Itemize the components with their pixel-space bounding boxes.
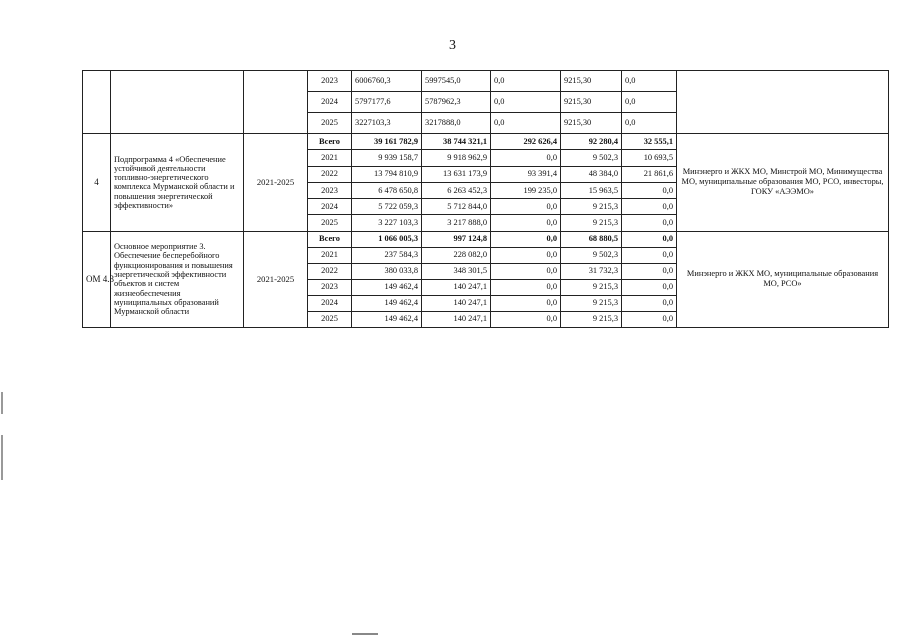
responsible-executors: Минэнерго и ЖКХ МО, муниципальные образования МО, РСО» [677,231,889,327]
value-cell: 0,0 [622,279,677,295]
value-cell: 9 502,3 [561,247,622,263]
value-cell: 0,0 [491,113,561,134]
value-cell: 199 235,0 [491,182,561,198]
value-cell: 140 247,1 [422,279,491,295]
value-cell: 3217888,0 [422,113,491,134]
value-cell: 0,0 [491,295,561,311]
year-cell: 2023 [308,279,352,295]
value-cell: 0,0 [491,311,561,327]
value-cell: 237 584,3 [352,247,422,263]
value-cell: 149 462,4 [352,279,422,295]
value-cell: 3 227 103,3 [352,215,422,231]
period: 2021-2025 [244,231,308,327]
value-cell: 0,0 [622,295,677,311]
value-cell: 0,0 [491,150,561,166]
value-cell: 9 215,3 [561,279,622,295]
value-cell: 0,0 [491,231,561,247]
page-number: 3 [449,38,456,53]
value-cell: 6 478 650,8 [352,182,422,198]
value-cell: 0,0 [491,263,561,279]
value-cell: 9215,30 [561,92,622,113]
value-cell: 9 215,3 [561,311,622,327]
year-cell: 2025 [308,113,352,134]
value-cell: 9 939 158,7 [352,150,422,166]
value-cell: 13 794 810,9 [352,166,422,182]
value-cell: 0,0 [491,279,561,295]
scan-edge-mark [1,392,3,414]
scan-bottom-mark [352,633,378,635]
value-cell: 5797177,6 [352,92,422,113]
year-cell: 2024 [308,295,352,311]
value-cell: 0,0 [622,247,677,263]
value-cell: 0,0 [622,263,677,279]
value-cell: 380 033,8 [352,263,422,279]
row-number: ОМ 4.3 [83,231,111,327]
value-cell: 93 391,4 [491,166,561,182]
value-cell: 9 215,3 [561,215,622,231]
table-row [83,134,889,150]
value-cell: 92 280,4 [561,134,622,150]
value-cell: 0,0 [622,182,677,198]
value-cell: 0,0 [622,113,677,134]
year-cell: Всего [308,134,352,150]
year-cell: 2023 [308,182,352,198]
value-cell: 6006760,3 [352,71,422,92]
value-cell: 348 301,5 [422,263,491,279]
year-cell: 2025 [308,215,352,231]
value-cell: 9215,30 [561,113,622,134]
row-number: 4 [83,134,111,232]
value-cell: 1 066 005,3 [352,231,422,247]
value-cell: 0,0 [491,92,561,113]
year-cell: 2025 [308,311,352,327]
value-cell: 21 861,6 [622,166,677,182]
value-cell: 5 722 059,3 [352,199,422,215]
value-cell: 9 215,3 [561,295,622,311]
value-cell: 5 712 844,0 [422,199,491,215]
value-cell: 0,0 [491,71,561,92]
value-cell: 0,0 [622,199,677,215]
responsible-executors: Минэнерго и ЖКХ МО, Минстрой МО, Минимущества МО, муниципальные образования МО, РСО, инвесторы, ГОКУ «АЭЭМО» [677,134,889,232]
value-cell: 149 462,4 [352,295,422,311]
value-cell: 39 161 782,9 [352,134,422,150]
year-cell: 2023 [308,71,352,92]
value-cell: 68 880,5 [561,231,622,247]
scan-edge-mark [1,435,3,480]
value-cell: 0,0 [491,247,561,263]
year-cell: Всего [308,231,352,247]
financing-table [82,70,889,328]
value-cell: 0,0 [622,311,677,327]
value-cell: 9 502,3 [561,150,622,166]
value-cell: 3227103,3 [352,113,422,134]
value-cell: 5997545,0 [422,71,491,92]
value-cell: 31 732,3 [561,263,622,279]
value-cell: 5787962,3 [422,92,491,113]
year-cell: 2021 [308,150,352,166]
value-cell: 6 263 452,3 [422,182,491,198]
period [244,71,308,134]
value-cell: 32 555,1 [622,134,677,150]
value-cell: 9 918 962,9 [422,150,491,166]
value-cell: 9215,30 [561,71,622,92]
value-cell: 0,0 [491,199,561,215]
value-cell: 140 247,1 [422,311,491,327]
period: 2021-2025 [244,134,308,232]
year-cell: 2022 [308,263,352,279]
value-cell: 997 124,8 [422,231,491,247]
program-name: Основное мероприятие 3. Обеспечение бесперебойного функционирования и повышения энергетической эффективности объектов и систем жизнеобеспечения муниципальных образований Мурманской области [111,231,244,327]
program-name [111,71,244,134]
value-cell: 10 693,5 [622,150,677,166]
value-cell: 292 626,4 [491,134,561,150]
value-cell: 0,0 [491,215,561,231]
value-cell: 3 217 888,0 [422,215,491,231]
value-cell: 149 462,4 [352,311,422,327]
value-cell: 15 963,5 [561,182,622,198]
value-cell: 0,0 [622,231,677,247]
program-name: Подпрограмма 4 «Обеспечение устойчивой деятельности топливно-энергетического комплекса Мурманской области и повышения энергетической эффективности» [111,134,244,232]
table-body [83,71,889,328]
value-cell: 38 744 321,1 [422,134,491,150]
year-cell: 2024 [308,92,352,113]
table-row [83,231,889,247]
value-cell: 48 384,0 [561,166,622,182]
value-cell: 9 215,3 [561,199,622,215]
year-cell: 2021 [308,247,352,263]
value-cell: 13 631 173,9 [422,166,491,182]
responsible-executors [677,71,889,134]
table-row [83,71,889,92]
value-cell: 0,0 [622,92,677,113]
value-cell: 228 082,0 [422,247,491,263]
row-number [83,71,111,134]
value-cell: 0,0 [622,71,677,92]
value-cell: 140 247,1 [422,295,491,311]
year-cell: 2022 [308,166,352,182]
value-cell: 0,0 [622,215,677,231]
year-cell: 2024 [308,199,352,215]
